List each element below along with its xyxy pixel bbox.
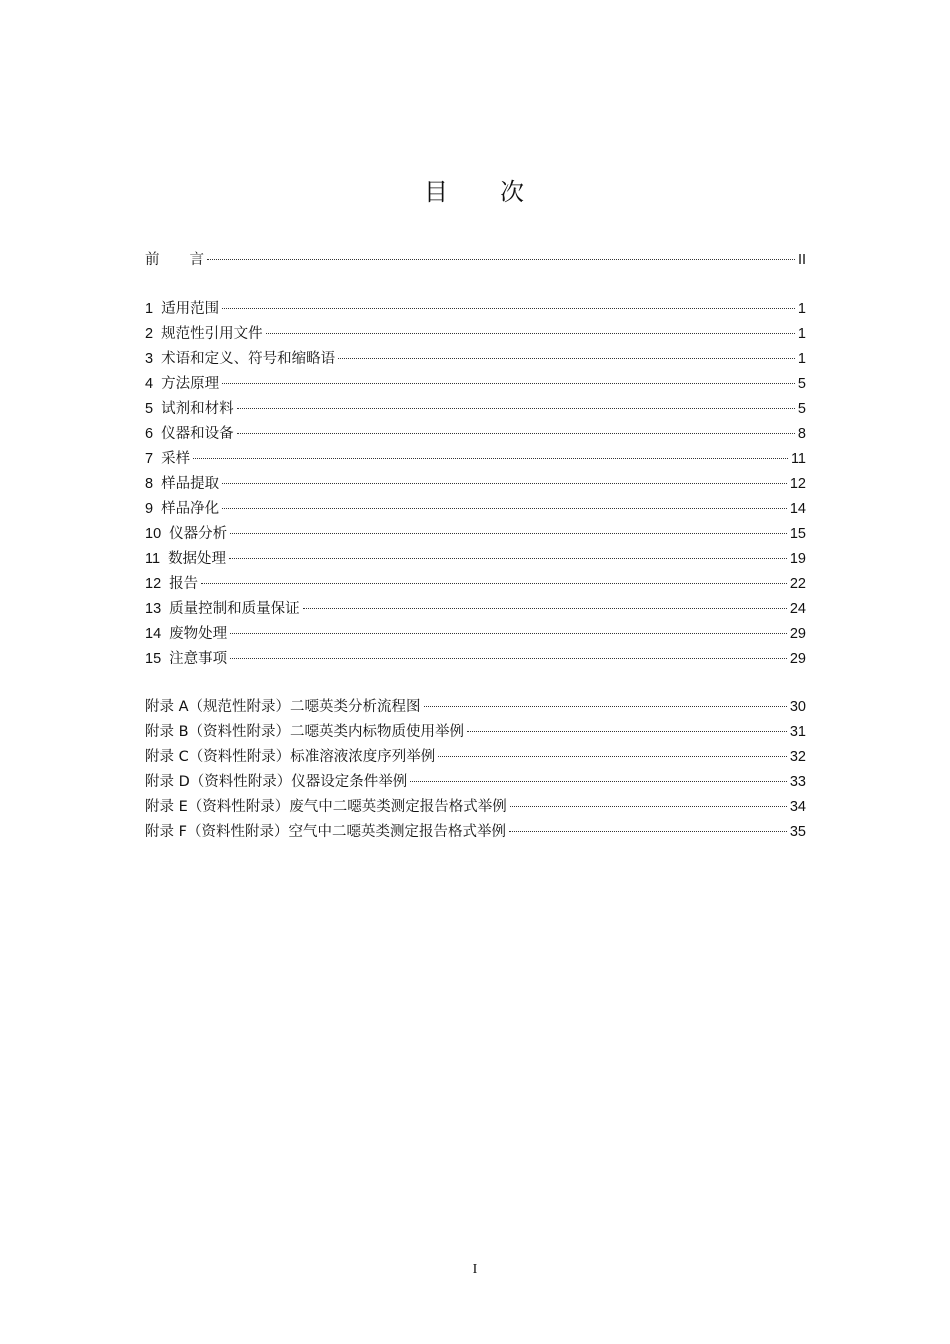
- toc-entry-label: 6 仪器和设备: [145, 426, 234, 442]
- toc-entry-label: 附录 F（资料性附录）空气中二噁英类测定报告格式举例: [145, 824, 506, 840]
- toc-leader-dots: [266, 333, 795, 334]
- toc-leader-dots: [338, 358, 795, 359]
- toc-entry-page: 5: [797, 401, 806, 417]
- toc-entry-label: 前 言: [145, 252, 204, 268]
- toc-leader-dots: [222, 483, 787, 484]
- toc-leader-dots: [424, 706, 787, 707]
- toc-leader-dots: [237, 433, 795, 434]
- toc-entry-label: 5 试剂和材料: [145, 401, 234, 417]
- toc-leader-dots: [510, 806, 787, 807]
- page-number: I: [472, 1262, 478, 1277]
- toc-entry-label: 8 样品提取: [145, 476, 220, 492]
- toc-entry-label: 附录 A（规范性附录）二噁英类分析流程图: [145, 699, 421, 715]
- toc-entry-section[interactable]: [145, 647, 806, 672]
- toc-title: [0, 172, 950, 207]
- toc-entry-section[interactable]: [145, 297, 806, 322]
- toc-title-part1: 目: [424, 178, 450, 206]
- toc-entry-appendix[interactable]: [145, 745, 806, 770]
- toc-entry-section[interactable]: [145, 622, 806, 647]
- toc-entry-section[interactable]: [145, 597, 806, 622]
- toc-leader-dots: [207, 259, 795, 260]
- toc-entry-section[interactable]: [145, 547, 806, 572]
- toc-entry-label: 2 规范性引用文件: [145, 326, 263, 342]
- toc-entry-section[interactable]: [145, 447, 806, 472]
- toc-entry-page: 32: [789, 749, 806, 765]
- toc-leader-dots: [467, 731, 787, 732]
- toc-entry-page: 29: [789, 626, 806, 642]
- toc-leader-dots: [229, 558, 787, 559]
- toc-leader-dots: [303, 608, 787, 609]
- toc-entry-label: 4 方法原理: [145, 376, 220, 392]
- toc-leader-dots: [193, 458, 788, 459]
- toc-leader-dots: [438, 756, 787, 757]
- toc-entry-page: 22: [789, 576, 806, 592]
- toc-entry-label: 10 仪器分析: [145, 526, 228, 542]
- toc-entry-page: 14: [789, 501, 806, 517]
- toc-entry-label: 9 样品净化: [145, 501, 220, 517]
- toc-entry-section[interactable]: [145, 322, 806, 347]
- toc-entry-appendix[interactable]: [145, 820, 806, 845]
- toc-entry-appendix[interactable]: [145, 770, 806, 795]
- toc-entry-label: 3 术语和定义、符号和缩略语: [145, 351, 336, 367]
- toc-entry-label: 7 采样: [145, 451, 191, 467]
- toc-entry-page: 1: [797, 351, 806, 367]
- toc-entry-page: 30: [789, 699, 806, 715]
- toc-leader-dots: [222, 383, 795, 384]
- toc-entry-label: 12 报告: [145, 576, 199, 592]
- toc-entry-page: 31: [789, 724, 806, 740]
- toc-entry-page: 8: [797, 426, 806, 442]
- toc-entry-label: 13 质量控制和质量保证: [145, 601, 300, 617]
- toc-entry-page: 33: [789, 774, 806, 790]
- toc-entry-page: 5: [797, 376, 806, 392]
- toc-sections: [145, 297, 806, 672]
- toc-entry-label: 附录 D（资料性附录）仪器设定条件举例: [145, 774, 408, 790]
- toc-entry-page: 11: [790, 451, 806, 467]
- toc-leader-dots: [222, 308, 795, 309]
- toc-leader-dots: [237, 408, 795, 409]
- toc-entry-section[interactable]: [145, 497, 806, 522]
- toc-entry-appendix[interactable]: [145, 720, 806, 745]
- toc-entry-section[interactable]: [145, 422, 806, 447]
- toc-entry-appendix[interactable]: [145, 795, 806, 820]
- toc-appendices: [145, 695, 806, 845]
- toc-entry-section[interactable]: [145, 347, 806, 372]
- toc-entry-section[interactable]: [145, 372, 806, 397]
- toc-leader-dots: [201, 583, 787, 584]
- toc-entry-label: 1 适用范围: [145, 301, 220, 317]
- toc-entry-label: 附录 E（资料性附录）废气中二噁英类测定报告格式举例: [145, 799, 507, 815]
- toc-leader-dots: [230, 658, 787, 659]
- toc-entry-page: 24: [789, 601, 806, 617]
- toc-entry-label: 附录 B（资料性附录）二噁英类内标物质使用举例: [145, 724, 465, 740]
- toc-leader-dots: [230, 633, 787, 634]
- toc-title-part2: 次: [500, 178, 526, 206]
- toc-entry-section[interactable]: [145, 397, 806, 422]
- toc-entry-page: 1: [797, 326, 806, 342]
- toc-entry-page: 15: [789, 526, 806, 542]
- toc-entry-label: 14 废物处理: [145, 626, 228, 642]
- toc-leader-dots: [222, 508, 787, 509]
- toc-entry-page: 34: [789, 799, 806, 815]
- toc-preface-block: [145, 248, 806, 273]
- toc-entry-section[interactable]: [145, 572, 806, 597]
- toc-entry-page: II: [797, 252, 806, 268]
- toc-entry-preface[interactable]: [145, 248, 806, 273]
- toc-entry-label: 11 数据处理: [145, 551, 227, 567]
- toc-entry-page: 29: [789, 651, 806, 667]
- toc-entry-page: 1: [797, 301, 806, 317]
- toc-entry-page: 12: [789, 476, 806, 492]
- toc-entry-appendix[interactable]: [145, 695, 806, 720]
- toc-leader-dots: [410, 781, 787, 782]
- toc-entry-section[interactable]: [145, 522, 806, 547]
- toc-entry-page: 35: [789, 824, 806, 840]
- toc-leader-dots: [230, 533, 787, 534]
- toc-leader-dots: [509, 831, 787, 832]
- toc-entry-label: 附录 C（资料性附录）标准溶液浓度序列举例: [145, 749, 436, 765]
- toc-entry-section[interactable]: [145, 472, 806, 497]
- toc-entry-page: 19: [789, 551, 806, 567]
- toc-entry-label: 15 注意事项: [145, 651, 228, 667]
